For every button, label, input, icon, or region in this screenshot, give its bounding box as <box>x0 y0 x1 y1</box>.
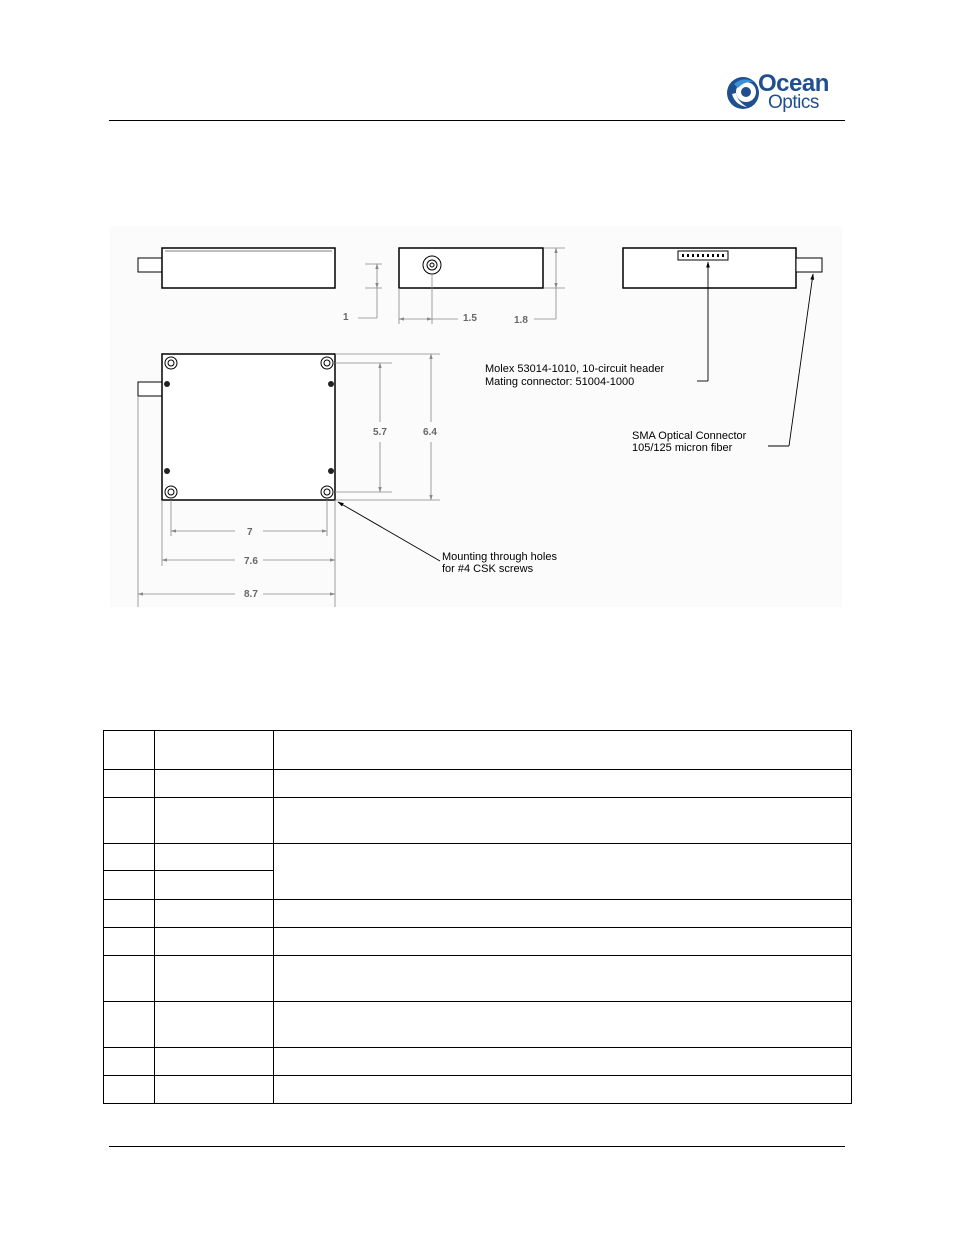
table-row <box>104 956 852 1002</box>
table-cell <box>155 900 274 928</box>
header-rule <box>109 120 845 121</box>
table-cell <box>104 900 155 928</box>
sma-callout-line2: 105/125 micron fiber <box>632 442 733 454</box>
table-row <box>104 1048 852 1076</box>
table-cell <box>155 731 274 770</box>
table-cell <box>155 1048 274 1076</box>
table-row <box>104 928 852 956</box>
dim-label-7: 7 <box>247 527 253 538</box>
table-cell <box>104 1002 155 1048</box>
pin-specification-table <box>103 730 852 1104</box>
mount-callout-line2: for #4 CSK screws <box>442 563 534 575</box>
table-cell <box>274 844 852 900</box>
molex-callout-line1: Molex 53014-1010, 10-circuit header <box>485 363 665 375</box>
dim-label-5-7: 5.7 <box>373 427 387 438</box>
dim-label-1: 1 <box>343 312 349 323</box>
table-cell <box>155 798 274 844</box>
dim-label-1-5: 1.5 <box>463 313 477 324</box>
table-cell <box>104 844 155 871</box>
table-row <box>104 770 852 798</box>
table-row <box>104 1076 852 1104</box>
ocean-optics-logo <box>726 70 846 116</box>
table-cell <box>104 1048 155 1076</box>
end-view <box>399 248 543 288</box>
table-cell <box>274 956 852 1002</box>
table-cell <box>274 731 852 770</box>
table-cell <box>274 1076 852 1104</box>
molex-callout-line2: Mating connector: 51004-1000 <box>485 376 635 388</box>
table-cell <box>155 956 274 1002</box>
table-cell <box>274 1048 852 1076</box>
table-row <box>104 731 852 770</box>
sma-callout-line1: SMA Optical Connector <box>632 430 747 442</box>
dim-label-1-8: 1.8 <box>514 315 528 326</box>
table-cell <box>155 1002 274 1048</box>
table-cell <box>104 956 155 1002</box>
table-cell <box>104 731 155 770</box>
table-cell <box>155 1076 274 1104</box>
plan-view <box>138 354 335 500</box>
footer-rule <box>109 1146 845 1147</box>
dim-label-6-4: 6.4 <box>423 427 437 438</box>
ocean-optics-swirl-icon <box>726 72 762 112</box>
table-cell <box>104 871 155 900</box>
table-cell <box>104 1076 155 1104</box>
table-row <box>104 900 852 928</box>
logo-word-optics: Optics <box>768 92 819 113</box>
table-cell <box>274 770 852 798</box>
table-row <box>104 844 852 871</box>
mount-callout-line1: Mounting through holes <box>442 551 557 563</box>
side-view-left <box>138 248 335 288</box>
dim-label-8-7: 8.7 <box>244 589 258 600</box>
table-cell <box>104 770 155 798</box>
table-row <box>104 798 852 844</box>
dim-label-7-6: 7.6 <box>244 556 258 567</box>
molex-header-pins <box>682 254 724 257</box>
table-cell <box>104 928 155 956</box>
table-cell <box>104 798 155 844</box>
table-cell <box>155 928 274 956</box>
table-row <box>104 1002 852 1048</box>
table-cell <box>155 844 274 871</box>
mechanical-drawing <box>110 226 842 607</box>
logo-word-ocean: Ocean <box>758 70 829 97</box>
table-cell <box>274 798 852 844</box>
table-cell <box>274 928 852 956</box>
table-cell <box>274 900 852 928</box>
table-cell <box>155 871 274 900</box>
table-cell <box>155 770 274 798</box>
table-cell <box>274 1002 852 1048</box>
